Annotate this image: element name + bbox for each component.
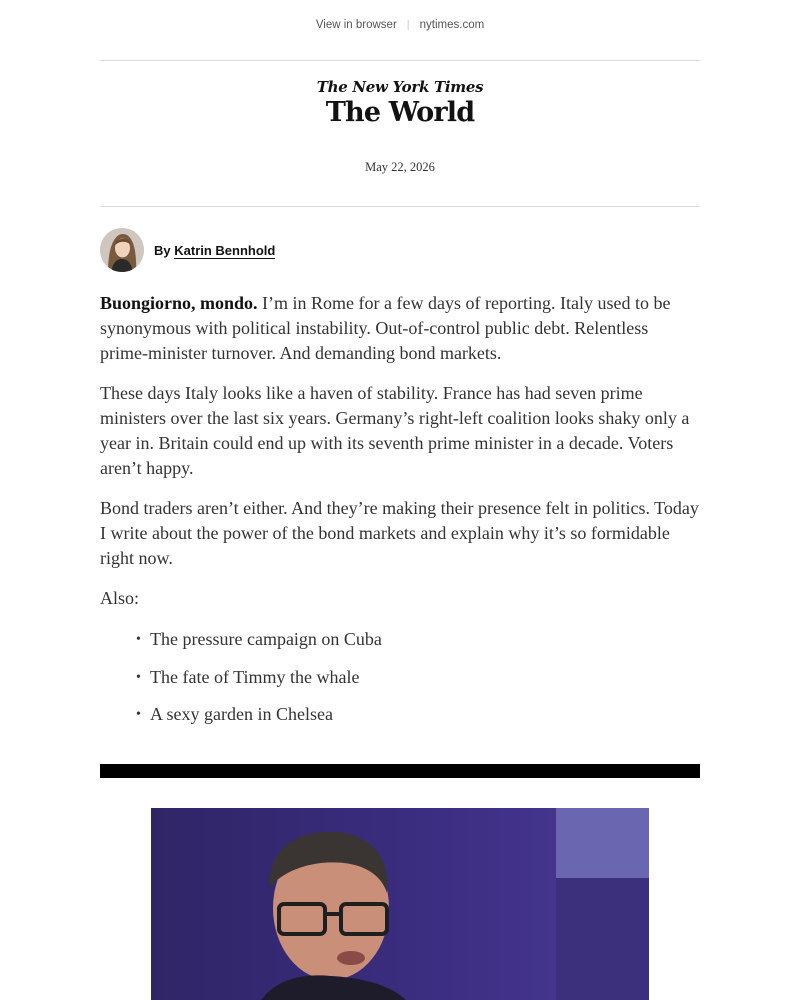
paragraph-stability: These days Italy looks like a haven of stability. France has had seven prime ministers over the last six years. Germany’s right-left coalition looks shaky only a year in. Britain could end up with its seventh prime minister in a decade. Voters aren’t happy. [100,383,690,478]
author-link[interactable]: Katrin Bennhold [174,242,276,258]
link-separator: | [406,19,410,31]
nyt-logo[interactable]: The New York Times [316,78,484,96]
bullet-icon: • [136,669,141,685]
list-item-text: The fate of Timmy the whale [150,666,360,687]
byline [100,228,275,272]
also-label: Also: [100,588,140,608]
list-item [136,665,700,690]
list-item [136,627,700,652]
list-item-text: The pressure campaign on Cuba [150,629,382,649]
byline-prefix: By [154,242,171,258]
view-in-browser-link[interactable]: View in browser [315,19,397,31]
newsletter-title: The World [325,97,475,128]
section-divider-bar [100,764,700,778]
intro-greeting: Buongiorno, mondo. [100,293,258,313]
list-item [136,702,700,727]
byline-text [154,243,275,258]
masthead-divider [100,206,700,207]
top-links [0,0,800,50]
issue-date: May 22, 2026 [365,160,435,174]
lead-photo[interactable] [151,808,649,1000]
masthead [0,78,800,128]
intro-paragraph [100,291,700,366]
paragraph-bond-traders: Bond traders aren’t either. And they’re making their presence felt in politics. Today I write about the power of the bond markets and explain why it’s so formidable right now. [100,498,699,568]
also-list [100,627,700,727]
bullet-icon: • [136,632,141,647]
author-avatar [100,228,144,272]
top-divider [100,60,700,61]
newsletter-body [100,291,700,740]
intro-text: I’m in Rome for a few days of reporting. Italy used to be synonymous with political instability. Out-of-control public debt. Relentless prime-minister turnover. And demanding bond markets. [100,293,671,363]
list-item-text: A sexy garden in Chelsea [150,704,333,724]
bullet-icon: • [136,707,141,722]
nytimes-link[interactable]: nytimes.com [419,19,485,31]
